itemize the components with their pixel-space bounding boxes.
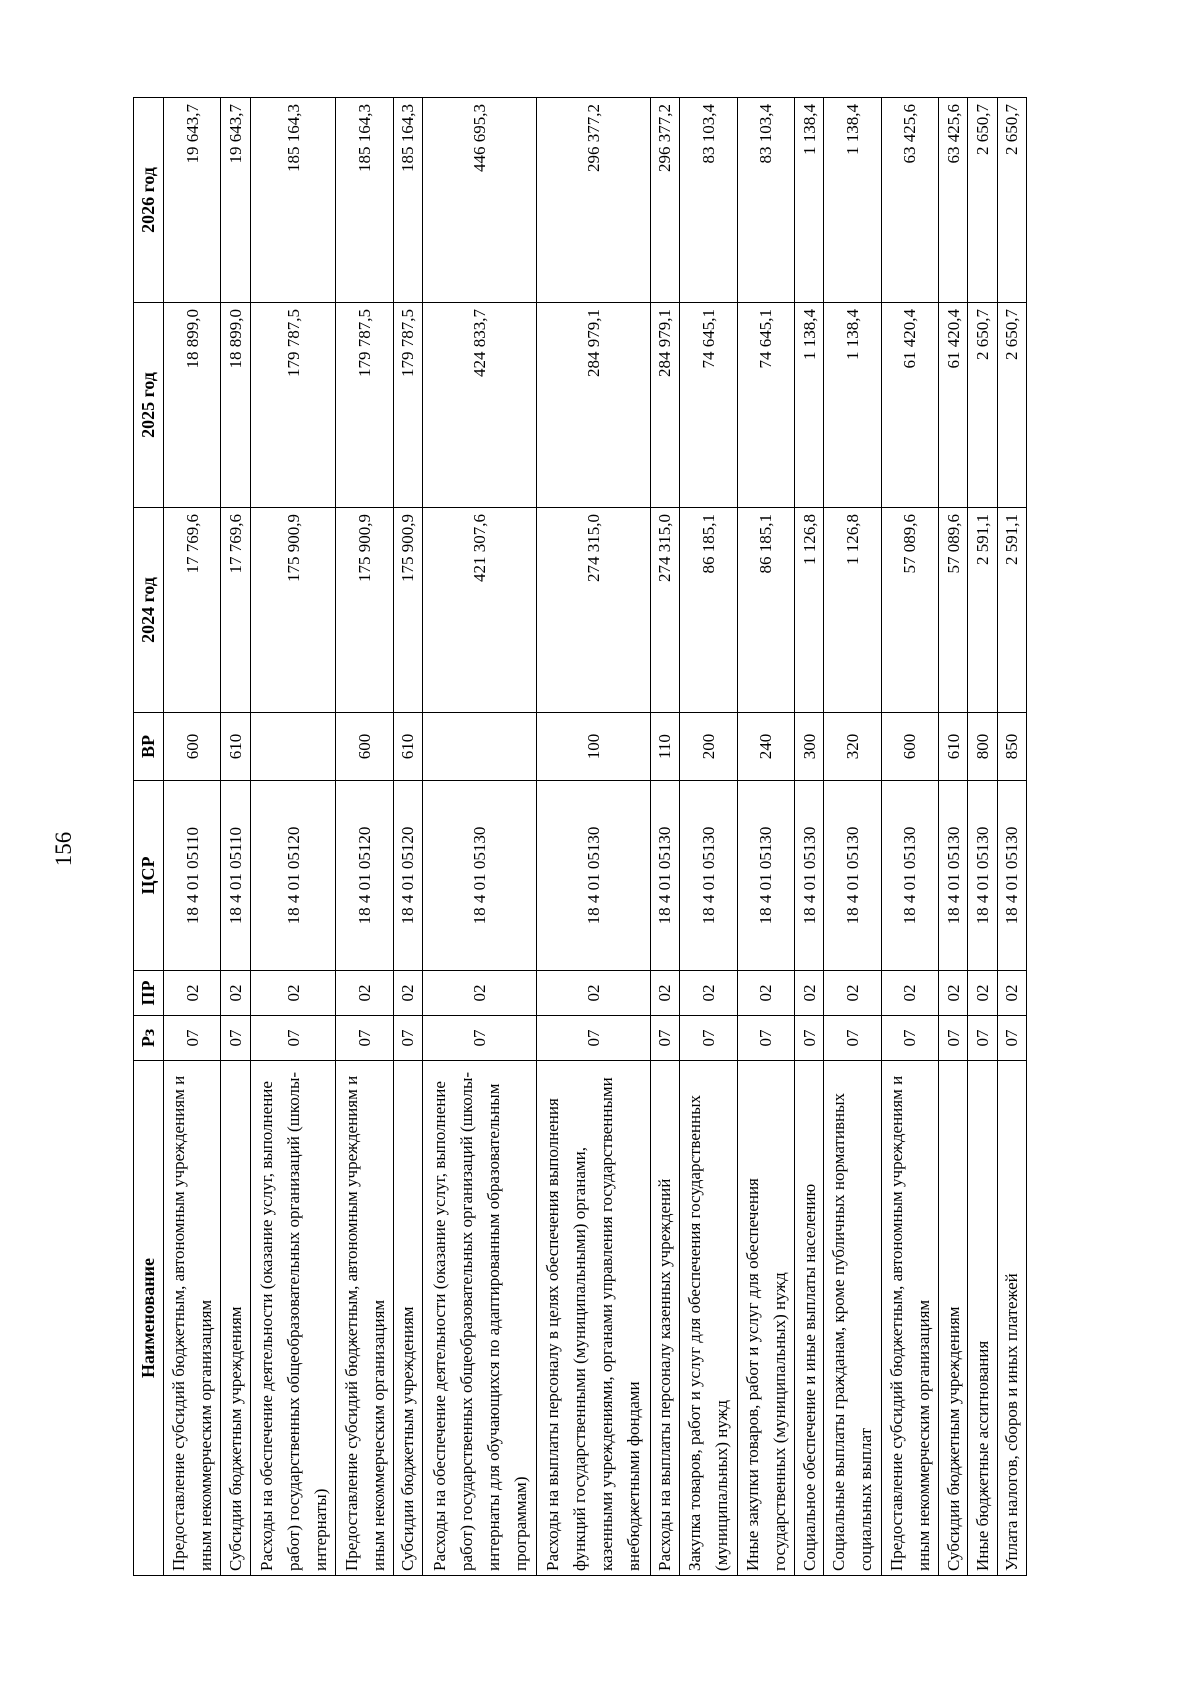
cell-2024: 17 769,6 <box>164 508 221 713</box>
cell-vr: 600 <box>881 713 938 781</box>
cell-pr: 02 <box>221 971 250 1016</box>
cell-2025: 18 899,0 <box>221 303 250 508</box>
cell-vr <box>423 713 537 781</box>
cell-csr: 18 4 01 05130 <box>650 781 679 971</box>
cell-csr: 18 4 01 05130 <box>794 781 823 971</box>
table-row <box>737 98 794 1576</box>
cell-vr: 850 <box>997 713 1026 781</box>
cell-name: Социальные выплаты гражданам, кроме публичных нормативных социальных выплат <box>824 1061 881 1576</box>
cell-name: Субсидии бюджетным учреждениям <box>221 1061 250 1576</box>
cell-2026: 185 164,3 <box>336 98 393 303</box>
cell-2024: 86 185,1 <box>737 508 794 713</box>
cell-pr: 02 <box>824 971 881 1016</box>
cell-pr: 02 <box>794 971 823 1016</box>
cell-rz: 07 <box>650 1016 679 1061</box>
table-row <box>680 98 737 1576</box>
cell-vr: 200 <box>680 713 737 781</box>
cell-rz: 07 <box>336 1016 393 1061</box>
cell-2026: 63 425,6 <box>939 98 968 303</box>
cell-csr: 18 4 01 05130 <box>536 781 650 971</box>
cell-pr: 02 <box>336 971 393 1016</box>
cell-name: Предоставление субсидий бюджетным, автономным учреждениям и иным некоммерческим организациям <box>336 1061 393 1576</box>
cell-name: Иные закупки товаров, работ и услуг для обеспечения государственных (муниципальных) нужд <box>737 1061 794 1576</box>
table-row <box>881 98 938 1576</box>
table-row <box>536 98 650 1576</box>
cell-pr: 02 <box>968 971 997 1016</box>
cell-csr: 18 4 01 05120 <box>250 781 336 971</box>
cell-csr: 18 4 01 05130 <box>737 781 794 971</box>
header-csr: ЦСР <box>134 781 164 971</box>
table-row <box>164 98 221 1576</box>
cell-2025: 284 979,1 <box>650 303 679 508</box>
cell-2026: 1 138,4 <box>794 98 823 303</box>
cell-vr: 610 <box>939 713 968 781</box>
table-row <box>423 98 537 1576</box>
header-2024: 2024 год <box>134 508 164 713</box>
header-rz: Рз <box>134 1016 164 1061</box>
cell-rz: 07 <box>536 1016 650 1061</box>
cell-rz: 07 <box>881 1016 938 1061</box>
cell-vr: 610 <box>221 713 250 781</box>
cell-2025: 1 138,4 <box>824 303 881 508</box>
cell-2025: 61 420,4 <box>881 303 938 508</box>
cell-2024: 86 185,1 <box>680 508 737 713</box>
cell-rz: 07 <box>164 1016 221 1061</box>
cell-2025: 284 979,1 <box>536 303 650 508</box>
cell-2024: 57 089,6 <box>939 508 968 713</box>
cell-rz: 07 <box>997 1016 1026 1061</box>
cell-2026: 19 643,7 <box>221 98 250 303</box>
cell-csr: 18 4 01 05130 <box>423 781 537 971</box>
cell-2026: 63 425,6 <box>881 98 938 303</box>
cell-pr: 02 <box>737 971 794 1016</box>
cell-rz: 07 <box>968 1016 997 1061</box>
cell-name: Предоставление субсидий бюджетным, автономным учреждениям и иным некоммерческим организациям <box>164 1061 221 1576</box>
header-2026: 2026 год <box>134 98 164 303</box>
cell-2026: 83 103,4 <box>680 98 737 303</box>
cell-2026: 296 377,2 <box>650 98 679 303</box>
cell-2024: 274 315,0 <box>536 508 650 713</box>
rotated-table-container <box>133 98 1027 1576</box>
cell-csr: 18 4 01 05130 <box>997 781 1026 971</box>
table-row <box>997 98 1026 1576</box>
cell-rz: 07 <box>939 1016 968 1061</box>
table-row <box>939 98 968 1576</box>
cell-rz: 07 <box>794 1016 823 1061</box>
cell-vr: 610 <box>393 713 422 781</box>
cell-pr: 02 <box>997 971 1026 1016</box>
cell-name: Субсидии бюджетным учреждениям <box>393 1061 422 1576</box>
cell-pr: 02 <box>881 971 938 1016</box>
cell-pr: 02 <box>650 971 679 1016</box>
table-row <box>221 98 250 1576</box>
cell-2026: 446 695,3 <box>423 98 537 303</box>
cell-2026: 83 103,4 <box>737 98 794 303</box>
cell-rz: 07 <box>737 1016 794 1061</box>
cell-2026: 185 164,3 <box>250 98 336 303</box>
cell-2026: 2 650,7 <box>968 98 997 303</box>
table-row <box>650 98 679 1576</box>
cell-2025: 179 787,5 <box>393 303 422 508</box>
cell-2024: 175 900,9 <box>336 508 393 713</box>
cell-name: Закупка товаров, работ и услуг для обеспечения государственных (муниципальных) нужд <box>680 1061 737 1576</box>
cell-2026: 296 377,2 <box>536 98 650 303</box>
cell-2024: 175 900,9 <box>393 508 422 713</box>
cell-rz: 07 <box>221 1016 250 1061</box>
cell-2024: 175 900,9 <box>250 508 336 713</box>
cell-2025: 74 645,1 <box>680 303 737 508</box>
cell-csr: 18 4 01 05120 <box>393 781 422 971</box>
cell-vr: 240 <box>737 713 794 781</box>
cell-name: Уплата налогов, сборов и иных платежей <box>997 1061 1026 1576</box>
cell-2024: 2 591,1 <box>968 508 997 713</box>
cell-rz: 07 <box>393 1016 422 1061</box>
cell-2024: 2 591,1 <box>997 508 1026 713</box>
cell-2024: 274 315,0 <box>650 508 679 713</box>
cell-2026: 185 164,3 <box>393 98 422 303</box>
cell-name: Расходы на обеспечение деятельности (оказание услуг, выполнение работ) государственных общеобразовательных организаций (школы-интернаты) <box>250 1061 336 1576</box>
cell-pr: 02 <box>164 971 221 1016</box>
cell-pr: 02 <box>680 971 737 1016</box>
header-name: Наименование <box>134 1061 164 1576</box>
cell-2026: 2 650,7 <box>997 98 1026 303</box>
cell-2024: 1 126,8 <box>794 508 823 713</box>
cell-csr: 18 4 01 05130 <box>881 781 938 971</box>
page-number: 156 <box>51 831 76 867</box>
cell-2024: 17 769,6 <box>221 508 250 713</box>
cell-vr: 600 <box>164 713 221 781</box>
cell-rz: 07 <box>824 1016 881 1061</box>
cell-2024: 1 126,8 <box>824 508 881 713</box>
cell-pr: 02 <box>939 971 968 1016</box>
table-row <box>794 98 823 1576</box>
table-row <box>393 98 422 1576</box>
cell-vr: 320 <box>824 713 881 781</box>
header-2025: 2025 год <box>134 303 164 508</box>
cell-name: Иные бюджетные ассигнования <box>968 1061 997 1576</box>
cell-2025: 18 899,0 <box>164 303 221 508</box>
cell-csr: 18 4 01 05110 <box>164 781 221 971</box>
cell-2025: 1 138,4 <box>794 303 823 508</box>
cell-vr: 300 <box>794 713 823 781</box>
table-row <box>250 98 336 1576</box>
cell-vr <box>250 713 336 781</box>
cell-pr: 02 <box>536 971 650 1016</box>
cell-vr: 600 <box>336 713 393 781</box>
cell-pr: 02 <box>423 971 537 1016</box>
table-body <box>164 98 1027 1576</box>
cell-name: Расходы на выплаты персоналу в целях обеспечения выполнения функций государственными (муниципальными) органами, казенными учреждениями, органами управления государственными внебюджетными фондами <box>536 1061 650 1576</box>
cell-vr: 800 <box>968 713 997 781</box>
cell-2026: 1 138,4 <box>824 98 881 303</box>
cell-2025: 61 420,4 <box>939 303 968 508</box>
cell-name: Социальное обеспечение и иные выплаты населению <box>794 1061 823 1576</box>
cell-vr: 110 <box>650 713 679 781</box>
cell-csr: 18 4 01 05130 <box>680 781 737 971</box>
cell-2025: 179 787,5 <box>250 303 336 508</box>
table-row <box>336 98 393 1576</box>
cell-rz: 07 <box>680 1016 737 1061</box>
cell-name: Предоставление субсидий бюджетным, автономным учреждениям и иным некоммерческим организациям <box>881 1061 938 1576</box>
cell-csr: 18 4 01 05130 <box>824 781 881 971</box>
table-header-row <box>134 98 164 1576</box>
table-row <box>968 98 997 1576</box>
header-vr: ВР <box>134 713 164 781</box>
cell-2025: 74 645,1 <box>737 303 794 508</box>
cell-csr: 18 4 01 05120 <box>336 781 393 971</box>
header-pr: ПР <box>134 971 164 1016</box>
cell-pr: 02 <box>250 971 336 1016</box>
cell-2026: 19 643,7 <box>164 98 221 303</box>
cell-name: Расходы на обеспечение деятельности (оказание услуг, выполнение работ) государственных общеобразовательных организаций (школы-интернаты для обучающихся по адаптированным образовательным программам) <box>423 1061 537 1576</box>
cell-2025: 424 833,7 <box>423 303 537 508</box>
cell-rz: 07 <box>250 1016 336 1061</box>
cell-2024: 57 089,6 <box>881 508 938 713</box>
cell-csr: 18 4 01 05130 <box>968 781 997 971</box>
cell-vr: 100 <box>536 713 650 781</box>
table-row <box>824 98 881 1576</box>
cell-csr: 18 4 01 05130 <box>939 781 968 971</box>
budget-table <box>133 97 1027 1576</box>
cell-2025: 179 787,5 <box>336 303 393 508</box>
cell-name: Субсидии бюджетным учреждениям <box>939 1061 968 1576</box>
cell-csr: 18 4 01 05110 <box>221 781 250 971</box>
cell-pr: 02 <box>393 971 422 1016</box>
cell-name: Расходы на выплаты персоналу казенных учреждений <box>650 1061 679 1576</box>
cell-2024: 421 307,6 <box>423 508 537 713</box>
cell-2025: 2 650,7 <box>968 303 997 508</box>
cell-2025: 2 650,7 <box>997 303 1026 508</box>
cell-rz: 07 <box>423 1016 537 1061</box>
